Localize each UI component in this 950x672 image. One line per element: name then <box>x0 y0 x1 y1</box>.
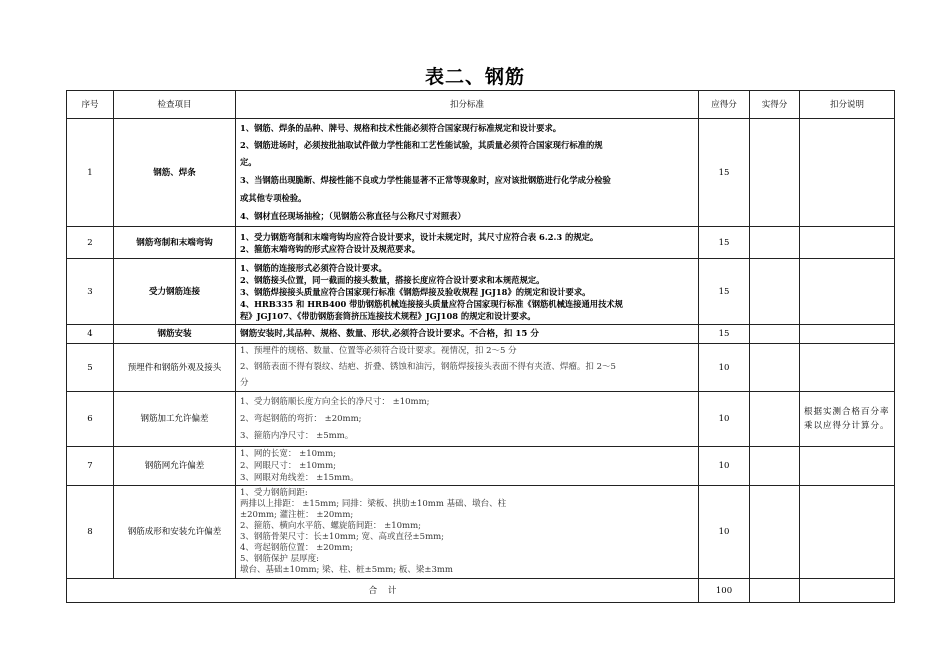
row-no: 3 <box>67 259 114 325</box>
row-actual[interactable] <box>750 486 800 579</box>
criteria-line: 2、箍筋、横向水平筋、螺旋筋间距： ±10mm; <box>240 521 422 531</box>
row-criteria <box>236 259 699 325</box>
criteria-line: 3、钢筋骨架尺寸：长±10mm; 宽、高或直径±5mm; <box>240 532 445 542</box>
header-row <box>67 91 895 119</box>
row-no: 5 <box>67 344 114 392</box>
criteria-line: 1、受力钢筋间距: <box>240 488 308 498</box>
row-note <box>800 119 895 227</box>
row-item: 钢筋加工允许偏差 <box>114 392 236 447</box>
row-actual[interactable] <box>750 227 800 259</box>
criteria-line: 5、钢筋保护 层厚度: <box>240 554 319 564</box>
total-actual[interactable] <box>750 579 800 603</box>
row-note <box>800 259 895 325</box>
row-criteria <box>236 227 699 259</box>
criteria-line: 2、钢筋表面不得有裂纹、结疤、折叠、锈蚀和油污，钢筋焊接接头表面不得有夹渣、焊瘤。扣 2～5 <box>240 362 616 372</box>
criteria-line: 两排以上排距： ±15mm; 同排：梁板、拱肋±10mm 基础、墩台、柱 <box>240 499 507 509</box>
criteria-line: 4、弯起钢筋位置： ±20mm; <box>240 543 354 553</box>
row-score: 15 <box>699 119 750 227</box>
criteria-line: 1、预埋件的规格、数量、位置等必须符合设计要求。视情况，扣 2～5 分 <box>240 346 517 356</box>
table-row <box>67 259 895 325</box>
row-score: 15 <box>699 325 750 344</box>
row-criteria <box>236 447 699 486</box>
row-no: 2 <box>67 227 114 259</box>
row-note <box>800 325 895 344</box>
header-score: 应得分 <box>699 91 750 119</box>
table-row <box>67 486 895 579</box>
row-item: 钢筋安装 <box>114 325 236 344</box>
criteria-line: 墩台、基础±10mm; 梁、柱、桩±5mm; 板、梁±3mm <box>240 565 453 575</box>
criteria-line: ±20mm; 灌注桩： ±20mm; <box>240 510 354 520</box>
total-label: 合 计 <box>67 579 699 603</box>
row-note: 根据实测合格百分率乘以应得分计算分。 <box>800 392 895 447</box>
criteria-line: 4、钢材直径现场抽检；（见钢筋公称直径与公称尺寸对照表） <box>240 210 466 221</box>
row-actual[interactable] <box>750 392 800 447</box>
row-item: 预埋件和钢筋外观及接头 <box>114 344 236 392</box>
criteria-line: 3、箍筋内净尺寸： ±5mm。 <box>240 430 354 441</box>
table-row <box>67 227 895 259</box>
row-note <box>800 227 895 259</box>
row-score: 10 <box>699 344 750 392</box>
table-row <box>67 447 895 486</box>
criteria-line: 2、弯起钢筋的弯折： ±20mm; <box>240 413 362 424</box>
table-row <box>67 344 895 392</box>
row-score: 15 <box>699 227 750 259</box>
criteria-line: 2、钢筋接头位置，同一截面的接头数量，搭接长度应符合设计要求和本规范规定。 <box>240 274 545 285</box>
row-no: 6 <box>67 392 114 447</box>
criteria-line: 2、网眼尺寸： ±10mm; <box>240 461 337 471</box>
criteria-line: 1、受力钢筋弯制和末端弯钩均应符合设计要求，设计未规定时，其尺寸应符合表 6.2.3 的规定。 <box>240 231 599 242</box>
row-criteria <box>236 119 699 227</box>
row-criteria <box>236 344 699 392</box>
row-actual[interactable] <box>750 447 800 486</box>
row-item: 钢筋网允许偏差 <box>114 447 236 486</box>
criteria-line: 分 <box>240 378 249 388</box>
criteria-line: 或其他专项检验。 <box>240 192 307 203</box>
row-score: 10 <box>699 486 750 579</box>
row-note <box>800 447 895 486</box>
criteria-line: 3、钢筋焊接接头质量应符合国家现行标准《钢筋焊接及验收规程 JGJ18》的规定和设计要求。 <box>240 286 591 297</box>
row-no: 7 <box>67 447 114 486</box>
criteria-line: 钢筋安装时,其品种、规格、数量、形状,必须符合设计要求。不合格，扣 15 分 <box>240 329 539 339</box>
criteria-line: 2、箍筋末端弯钩的形式应符合设计及规范要求。 <box>240 243 421 254</box>
row-item: 受力钢筋连接 <box>114 259 236 325</box>
row-note <box>800 486 895 579</box>
row-actual[interactable] <box>750 344 800 392</box>
row-score: 10 <box>699 447 750 486</box>
header-no: 序号 <box>67 91 114 119</box>
total-note <box>800 579 895 603</box>
row-actual[interactable] <box>750 259 800 325</box>
header-item: 检查项目 <box>114 91 236 119</box>
row-criteria <box>236 392 699 447</box>
row-item: 钢筋弯制和末端弯钩 <box>114 227 236 259</box>
criteria-line: 1、钢筋、焊条的品种、牌号、规格和技术性能必须符合国家现行标准规定和设计要求。 <box>240 122 562 133</box>
criteria-line: 1、受力钢筋顺长度方向全长的净尺寸： ±10mm; <box>240 396 430 407</box>
row-criteria <box>236 486 699 579</box>
header-actual: 实得分 <box>750 91 800 119</box>
header-note: 扣分说明 <box>800 91 895 119</box>
criteria-line: 1、钢筋的连接形式必须符合设计要求。 <box>240 262 387 273</box>
criteria-line: 4、HRB335 和 HRB400 带肋钢筋机械连接接头质量应符合国家现行标准《钢筋机械连接通用技术规 <box>240 298 623 309</box>
row-score: 15 <box>699 259 750 325</box>
criteria-line: 程》JGJ107、《带肋钢筋套筒挤压连接技术规程》JGJ108 的规定和设计要求。 <box>240 310 536 321</box>
page-title: 表二、钢筋 <box>424 66 525 88</box>
row-item: 钢筋成形和安装允许偏差 <box>114 486 236 579</box>
row-no: 4 <box>67 325 114 344</box>
header-criteria: 扣分标准 <box>236 91 699 119</box>
row-no: 8 <box>67 486 114 579</box>
row-actual[interactable] <box>750 119 800 227</box>
total-score: 100 <box>699 579 750 603</box>
row-item: 钢筋、焊条 <box>114 119 236 227</box>
score-table <box>66 90 895 603</box>
criteria-line: 定。 <box>240 156 257 167</box>
row-criteria <box>236 325 699 344</box>
table-row <box>67 325 895 344</box>
row-no: 1 <box>67 119 114 227</box>
table-row <box>67 392 895 447</box>
row-score: 10 <box>699 392 750 447</box>
table-row <box>67 119 895 227</box>
row-note <box>800 344 895 392</box>
total-row <box>67 579 895 603</box>
criteria-line: 1、网的长宽： ±10mm; <box>240 449 337 459</box>
criteria-line: 2、钢筋进场时，必须按批抽取试件做力学性能和工艺性能试验，其质量必须符合国家现行标准的规 <box>240 139 603 150</box>
criteria-line: 3、网眼对角线差： ±15mm。 <box>240 473 359 483</box>
criteria-line: 3、当钢筋出现脆断、焊接性能不良或力学性能显著不正常等现象时，应对该批钢筋进行化学成分检验 <box>240 174 611 185</box>
row-actual[interactable] <box>750 325 800 344</box>
